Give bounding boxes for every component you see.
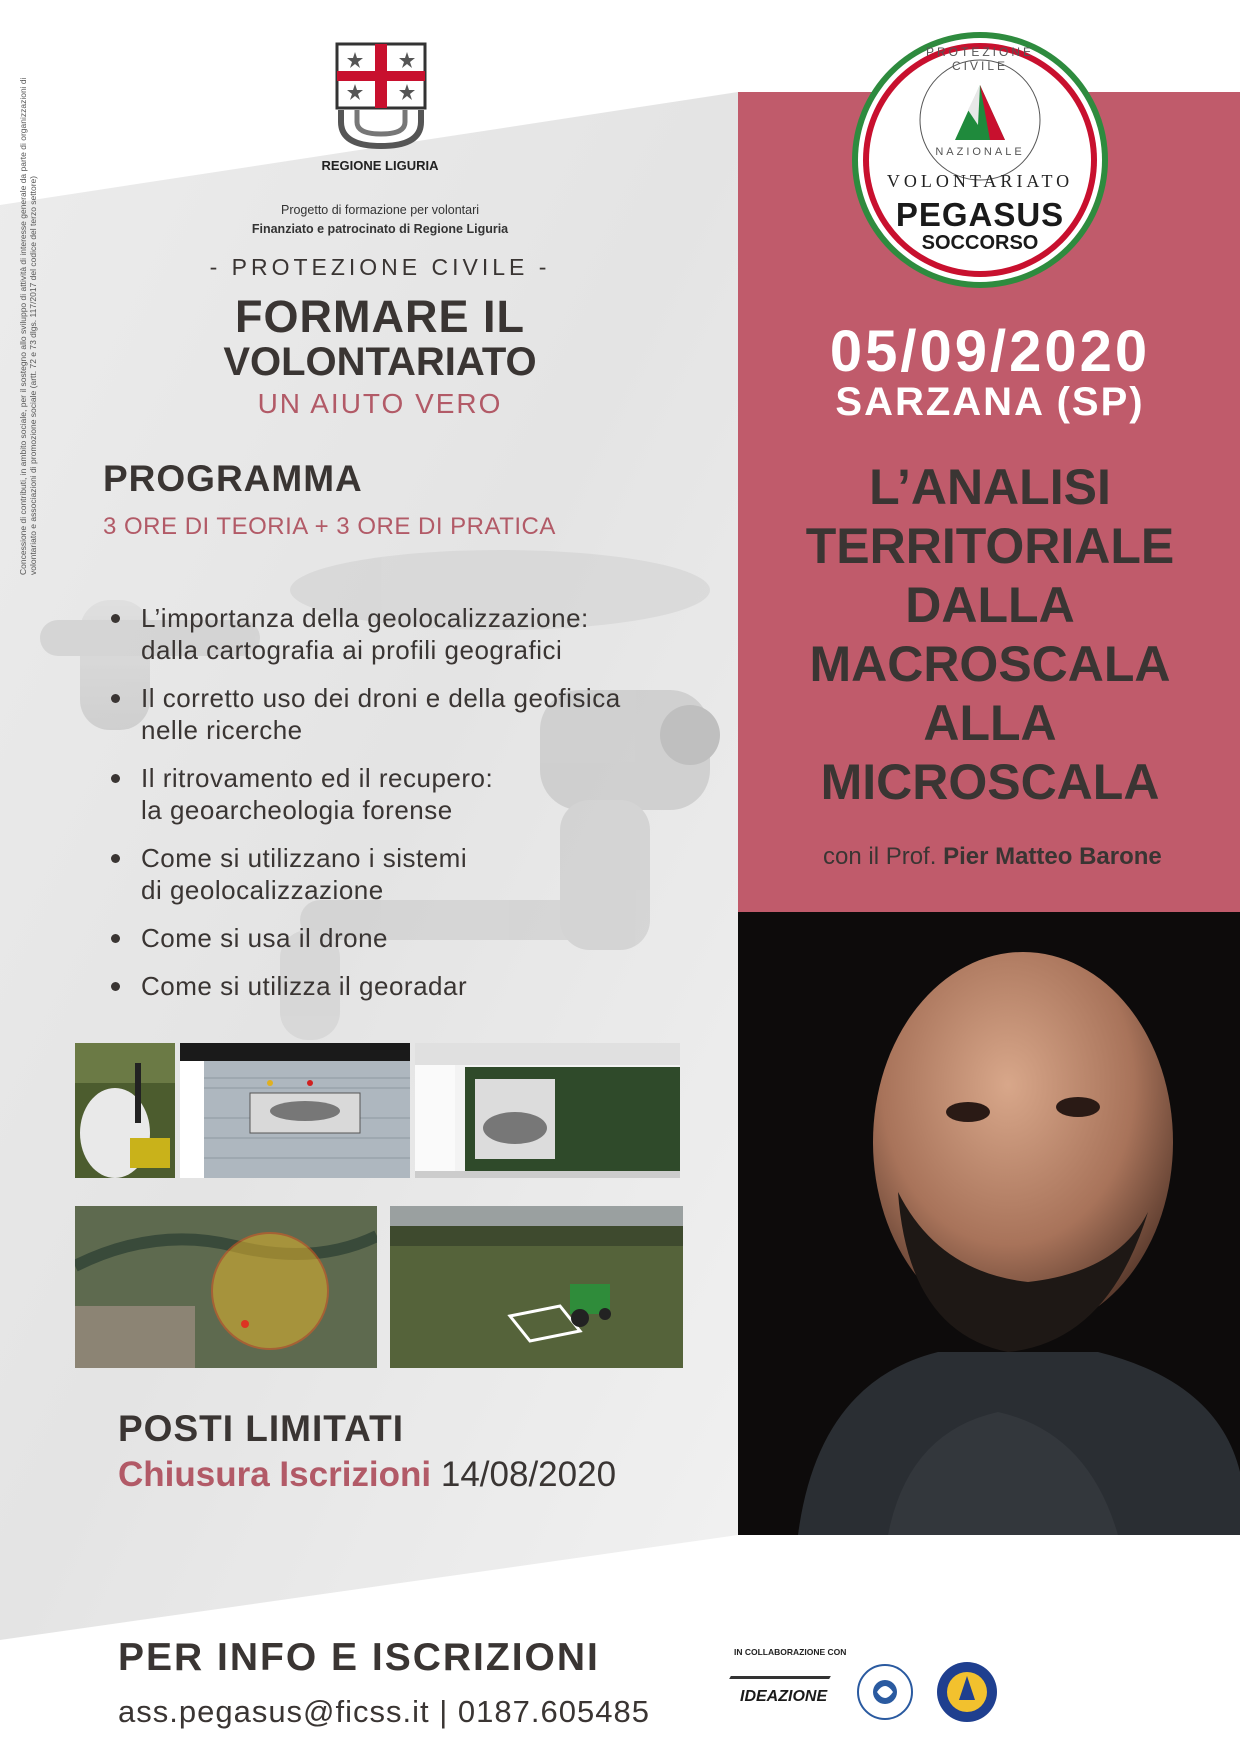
logo-ring-top: PROTEZIONE CIVILE xyxy=(925,45,1034,73)
bullet-icon xyxy=(111,614,120,623)
logo-name: PEGASUS xyxy=(895,196,1065,233)
event-title-line: TERRITORIALE xyxy=(805,518,1175,574)
kicker: - PROTEZIONE CIVILE - xyxy=(209,254,551,280)
program-item-line: dalla cartografia ai profili geografici xyxy=(141,635,563,665)
speaker-name: Pier Matteo Barone xyxy=(943,843,1162,870)
program-item-line: Il corretto uso dei droni e della geofisica xyxy=(141,683,621,713)
side-legal-note: Concessione di contributi, in ambito sociale, per il sostegno allo sviluppo di attività di interesse generale da parte di organizzazioni di volontariato e associazioni di promozione sociale (artt. 72 e 73 dlgs. 117/2017 del codice del terzo settore) xyxy=(18,77,38,575)
photo-field-georadar xyxy=(75,1043,175,1178)
partner-1-name: IDEAZIONE xyxy=(740,1688,828,1705)
program-item-line: L’importanza della geolocalizzazione: xyxy=(141,603,589,633)
program-item-line: nelle ricerche xyxy=(141,715,303,745)
program-heading: PROGRAMMA xyxy=(103,458,363,499)
program-item xyxy=(103,842,663,906)
program-item-line: di geolocalizzazione xyxy=(141,875,384,905)
partner-logo-ideazione xyxy=(730,1670,840,1710)
event-date: 05/09/2020 xyxy=(829,319,1151,384)
headline-line-1: FORMARE IL xyxy=(235,291,525,342)
info-heading: PER INFO E ISCRIZIONI xyxy=(118,1636,600,1679)
partner-logo-gruppo-soccorritori-icon xyxy=(855,1662,915,1722)
partner-logo-volontari-protezione-civile-icon xyxy=(935,1660,999,1724)
region-name: REGIONE LIGURIA xyxy=(321,158,439,173)
project-line: Progetto di formazione per volontari xyxy=(280,203,480,217)
event-place: SARZANA (SP) xyxy=(835,380,1145,424)
aerial-map-image xyxy=(75,1206,377,1368)
bullet-icon xyxy=(111,694,120,703)
headline-line-2: VOLONTARIATO xyxy=(223,340,537,384)
event-title-line: MACROSCALA xyxy=(809,636,1171,692)
closing-line xyxy=(118,1455,738,1495)
program-item xyxy=(103,682,663,746)
program-item-line: la geoarcheologia forense xyxy=(141,795,453,825)
logo-name-sub: SOCCORSO xyxy=(921,232,1039,254)
speaker-portrait xyxy=(738,912,1240,1535)
program-item xyxy=(103,762,663,826)
speaker-line xyxy=(823,843,1223,871)
closing-date: 14/08/2020 xyxy=(440,1455,617,1494)
program-list xyxy=(103,602,663,1018)
collab-label: IN COLLABORAZIONE CON xyxy=(734,1647,847,1657)
program-item-line: Come si utilizzano i sistemi xyxy=(141,843,468,873)
logo-ring-bottom: NAZIONALE xyxy=(935,146,1025,158)
bullet-icon xyxy=(111,982,120,991)
georadar-profile-image xyxy=(180,1043,410,1178)
program-item xyxy=(103,922,663,954)
event-title-line: MICROSCALA xyxy=(820,754,1160,810)
info-contact[interactable]: ass.pegasus@ficss.it | 0187.605485 xyxy=(118,1694,650,1729)
closing-label: Chiusura Iscrizioni xyxy=(118,1455,432,1494)
event-title-line: L’ANALISI xyxy=(869,459,1111,515)
program-item-line: Come si usa il drone xyxy=(141,923,388,953)
program-item xyxy=(103,602,663,666)
drone-field-photo xyxy=(390,1206,683,1368)
event-title-line: DALLA xyxy=(905,577,1075,633)
event-title-line: ALLA xyxy=(923,695,1057,751)
regione-liguria-crest-icon xyxy=(333,40,429,152)
bullet-icon xyxy=(111,854,120,863)
limited-heading: POSTI LIMITATI xyxy=(118,1408,404,1449)
headline-subtitle: UN AIUTO VERO xyxy=(257,388,503,419)
funded-line: Finanziato e patrocinato di Regione Liguria xyxy=(251,222,509,236)
logo-band: VOLONTARIATO xyxy=(886,171,1074,191)
gis-software-screenshot xyxy=(415,1043,680,1178)
event-title xyxy=(760,458,1220,812)
program-hours: 3 ORE DI TEORIA + 3 ORE DI PRATICA xyxy=(103,513,556,540)
bullet-icon xyxy=(111,934,120,943)
bullet-icon xyxy=(111,774,120,783)
program-item-line: Il ritrovamento ed il recupero: xyxy=(141,763,494,793)
speaker-prefix: con il Prof. xyxy=(823,843,937,870)
program-item-line: Come si utilizza il georadar xyxy=(141,971,468,1001)
program-item xyxy=(103,970,663,1002)
